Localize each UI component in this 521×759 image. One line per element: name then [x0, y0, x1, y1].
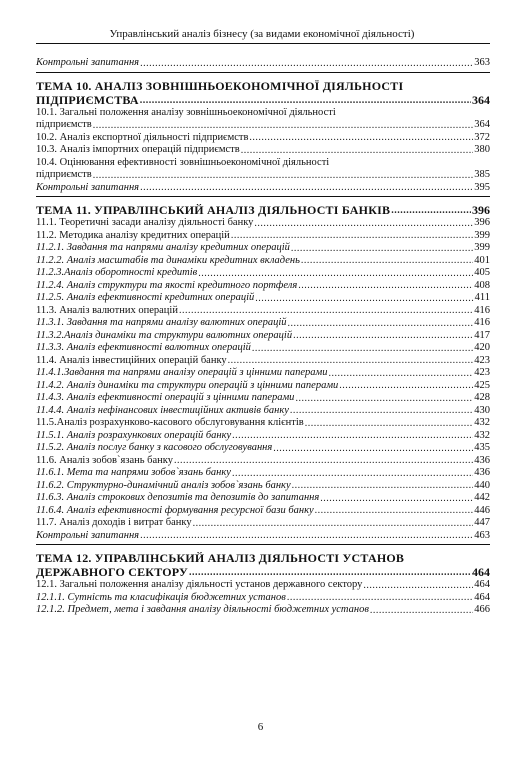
toc-entry-11-5-2	[36, 442, 490, 455]
toc-page-number: 446	[474, 504, 490, 516]
toc-entry-label: 11.1. Теоретичні засади аналізу діяльності банку	[36, 217, 254, 228]
toc-entry-label: 11.7. Аналіз доходів і витрат банку	[36, 517, 192, 528]
toc-entry-label: 10.2. Аналіз експортної діяльності підприємств	[36, 131, 249, 143]
dot-leader	[249, 134, 473, 142]
dot-leader	[370, 607, 473, 615]
toc-entry-11-6	[36, 455, 490, 468]
toc-page-number: 435	[474, 442, 490, 453]
toc-page-number: 428	[474, 392, 490, 403]
toc-page-number: 411	[474, 292, 490, 303]
toc-page-number: 447	[474, 517, 490, 528]
dot-leader	[298, 282, 473, 290]
dot-leader	[140, 184, 473, 192]
toc-entry-label: 11.3.1. Завдання та напрями аналізу валютних операцій	[36, 317, 287, 328]
toc-entry-10-3	[36, 144, 490, 157]
toc-entry-label: 12.1. Загальні положення аналізу діяльності установ державного сектору	[36, 579, 363, 590]
dot-leader	[328, 370, 473, 378]
toc-entry-label: ТЕМА 11. УПРАВЛІНСЬКИЙ АНАЛІЗ ДІЯЛЬНОСТІ БАНКІВ	[36, 203, 391, 217]
toc-entry-11-3-1	[36, 317, 490, 330]
toc-entry-11-6-2	[36, 480, 490, 493]
toc-entry-11-control	[36, 530, 490, 543]
dot-leader	[93, 122, 474, 130]
dot-leader	[288, 320, 474, 328]
toc-page-number: 436	[474, 454, 490, 466]
toc-page-number: 399	[474, 242, 490, 253]
running-header: Управлінський аналіз бізнесу (за видами економічної діяльності)	[109, 28, 415, 40]
toc-entry-label: Контрольні запитання	[36, 57, 140, 68]
table-of-contents	[36, 57, 490, 617]
dot-leader	[273, 445, 473, 453]
toc-entry-label: 10.4. Оцінювання ефективності зовнішньоекономічної діяльності	[36, 156, 330, 168]
toc-topic-11	[36, 203, 490, 217]
toc-entry-label: 11.2.2. Аналіз масштабів та динаміки кредитних вкладень	[36, 254, 300, 266]
toc-entry-label: 11.2. Методика аналізу кредитних операцій	[36, 229, 230, 241]
toc-entry-11-5-1	[36, 430, 490, 443]
dot-leader	[290, 407, 473, 415]
toc-entry-label: ПІДПРИЄМСТВА	[36, 92, 139, 107]
toc-entry-11-4-4	[36, 405, 490, 418]
toc-entry-11-3-2	[36, 330, 490, 343]
toc-page-number: 425	[474, 379, 490, 391]
toc-page-number: 423	[474, 354, 490, 366]
toc-page-number: 464	[474, 591, 490, 603]
toc-entry-label: ТЕМА 10. АНАЛІЗ ЗОВНІШНЬОЕКОНОМІЧНОЇ ДІЯЛЬНОСТІ	[36, 78, 404, 93]
toc-entry-label: 11.3.2.Аналіз динаміки та структури валютних операцій	[36, 329, 293, 341]
dot-leader	[252, 345, 473, 353]
toc-entry-label: 11.2.1. Завдання та напрями аналізу кредитних операцій	[36, 242, 290, 253]
toc-entry-label: 11.6.4. Аналіз ефективності формування ресурсної бази банку	[36, 504, 314, 516]
toc-entry-11-3	[36, 305, 490, 318]
dot-leader	[339, 382, 473, 390]
toc-page-number: 385	[474, 169, 490, 180]
toc-entry-label: 11.4.2. Аналіз динаміки та структури операцій з цінними паперами	[36, 379, 339, 391]
toc-entry-label: 12.1.1. Сутність та класифікація бюджетних установ	[36, 591, 286, 603]
toc-entry-11-2	[36, 230, 490, 243]
toc-page-number: 430	[474, 404, 490, 416]
section-divider	[36, 72, 490, 73]
dot-leader	[305, 420, 474, 428]
toc-entry-11-2-2	[36, 255, 490, 268]
page-number: 6	[257, 721, 264, 733]
toc-page-number: 401	[474, 254, 490, 266]
dot-leader	[391, 207, 471, 215]
toc-entry-label: 11.2.4. Аналіз структури та якості кредитного портфеля	[36, 279, 298, 291]
toc-page-number: 432	[474, 429, 490, 441]
toc-page-number: 464	[472, 565, 490, 579]
toc-entry-11-1	[36, 217, 490, 230]
toc-page-number: 363	[474, 57, 490, 68]
toc-entry-11-2-4	[36, 280, 490, 293]
dot-leader	[301, 257, 473, 265]
toc-entry-10-2	[36, 132, 490, 145]
toc-page-number: 417	[474, 329, 490, 341]
toc-entry-11-2-3	[36, 267, 490, 280]
dot-leader	[241, 147, 474, 155]
toc-entry-11-6-3	[36, 492, 490, 505]
toc-entry-10-1	[36, 107, 490, 132]
toc-entry-label: 11.3.3. Аналіз ефективності валютних операцій	[36, 342, 251, 353]
toc-page-number: 463	[474, 529, 490, 541]
toc-entry-label: 11.5.Аналіз розрахунково-касового обслуговування клієнтів	[36, 417, 304, 428]
toc-entry-label: 11.4.1.Завдання та напрями аналізу операцій з цінними паперами	[36, 367, 328, 378]
toc-entry-11-4-1	[36, 367, 490, 380]
toc-entry-label: 11.5.2. Аналіз послуг банку з касового обслуговування	[36, 442, 273, 453]
toc-entry-11-2-1	[36, 242, 490, 255]
toc-entry-11-4-2	[36, 380, 490, 393]
toc-entry-label: 11.2.3.Аналіз оборотності кредитів	[36, 267, 198, 278]
toc-entry-label: 11.6.3. Аналіз строкових депозитів та депозитів до запитання	[36, 492, 320, 503]
toc-page-number: 396	[472, 203, 490, 217]
dot-leader	[295, 395, 473, 403]
toc-entry-label: 11.6.1. Мета та напрями зобов`язань банку	[36, 467, 231, 478]
section-divider	[36, 196, 490, 197]
dot-leader	[292, 482, 474, 490]
toc-page-number: 436	[474, 467, 490, 478]
toc-topic-12	[36, 551, 490, 579]
toc-page-number: 408	[474, 279, 490, 291]
dot-leader	[174, 457, 473, 465]
toc-entry-label: 11.4.4. Аналіз нефінансових інвестиційних активів банку	[36, 404, 289, 416]
dot-leader	[291, 245, 473, 253]
toc-page-number: 466	[474, 604, 490, 615]
section-divider	[36, 544, 490, 545]
toc-entry-label: 11.5.1. Аналіз розрахункових операцій банку	[36, 429, 232, 441]
toc-entry-11-6-4	[36, 505, 490, 518]
header-rule	[36, 43, 490, 44]
toc-page-number: 395	[474, 181, 490, 193]
dot-leader	[293, 332, 473, 340]
toc-entry-label: ДЕРЖАВНОГО СЕКТОРУ	[36, 565, 189, 579]
toc-page-number: 364	[474, 119, 490, 130]
dot-leader	[254, 220, 473, 228]
dot-leader	[320, 495, 473, 503]
toc-entry-label: 11.6. Аналіз зобов`язань банку	[36, 454, 173, 466]
toc-page-number: 423	[474, 367, 490, 378]
dot-leader	[189, 569, 471, 577]
dot-leader	[287, 594, 473, 602]
dot-leader	[363, 582, 473, 590]
toc-entry-12-1-1	[36, 592, 490, 605]
toc-entry-control-questions	[36, 57, 490, 70]
dot-leader	[179, 307, 473, 315]
dot-leader	[193, 520, 474, 528]
toc-page-number: 464	[474, 579, 490, 590]
toc-entry-label: 10.1. Загальні положення аналізу зовнішньоекономічної діяльності	[36, 106, 336, 118]
toc-entry-label: Контрольні запитання	[36, 181, 140, 193]
dot-leader	[315, 507, 474, 515]
toc-entry-12-1	[36, 579, 490, 592]
toc-entry-11-6-1	[36, 467, 490, 480]
toc-page-number: 405	[474, 267, 490, 278]
dot-leader	[140, 97, 471, 105]
toc-entry-label: Контрольні запитання	[36, 529, 140, 541]
dot-leader	[140, 532, 473, 540]
toc-page-number: 432	[474, 417, 490, 428]
toc-entry-10-4	[36, 157, 490, 182]
dot-leader	[198, 270, 473, 278]
dot-leader	[228, 357, 474, 365]
toc-page-number: 440	[474, 479, 490, 491]
toc-entry-11-3-3	[36, 342, 490, 355]
toc-topic-10	[36, 79, 490, 107]
toc-page-number: 364	[472, 92, 490, 107]
toc-entry-label: 11.6.2. Структурно-динамічний аналіз зобов`язань банку	[36, 479, 291, 491]
dot-leader	[93, 172, 474, 180]
toc-entry-label: 11.4. Аналіз інвестиційних операцій банку	[36, 354, 227, 366]
toc-entry-label: 11.2.5. Аналіз ефективності кредитних операцій	[36, 292, 255, 303]
toc-page-number: 416	[474, 304, 490, 316]
toc-page-number: 420	[474, 342, 490, 353]
toc-entry-10-control	[36, 182, 490, 195]
toc-entry-11-5	[36, 417, 490, 430]
toc-page-number: 442	[474, 492, 490, 503]
dot-leader	[231, 232, 473, 240]
toc-page-number: 399	[474, 229, 490, 241]
toc-page-number: 372	[474, 131, 490, 143]
dot-leader	[232, 432, 473, 440]
toc-entry-11-4-3	[36, 392, 490, 405]
toc-entry-label: 10.3. Аналіз імпортних операцій підприємств	[36, 144, 240, 155]
toc-entry-12-1-2	[36, 604, 490, 617]
toc-entry-11-2-5	[36, 292, 490, 305]
toc-entry-label: підприємств	[36, 169, 92, 180]
dot-leader	[255, 295, 473, 303]
toc-entry-label: ТЕМА 12. УПРАВЛІНСЬКИЙ АНАЛІЗ ДІЯЛЬНОСТІ УСТАНОВ	[36, 551, 405, 565]
toc-entry-label: 11.4.3. Аналіз ефективності операцій з цінними паперами	[36, 392, 295, 403]
dot-leader	[140, 60, 473, 68]
toc-entry-11-4	[36, 355, 490, 368]
dot-leader	[232, 470, 473, 478]
toc-entry-11-7	[36, 517, 490, 530]
toc-page-number: 380	[474, 144, 490, 155]
toc-page-number: 416	[474, 317, 490, 328]
toc-page-number: 396	[474, 217, 490, 228]
toc-entry-label: 12.1.2. Предмет, мета і завдання аналізу діяльності бюджетних установ	[36, 604, 369, 615]
toc-entry-label: підприємств	[36, 119, 92, 130]
toc-entry-label: 11.3. Аналіз валютних операцій	[36, 304, 178, 316]
